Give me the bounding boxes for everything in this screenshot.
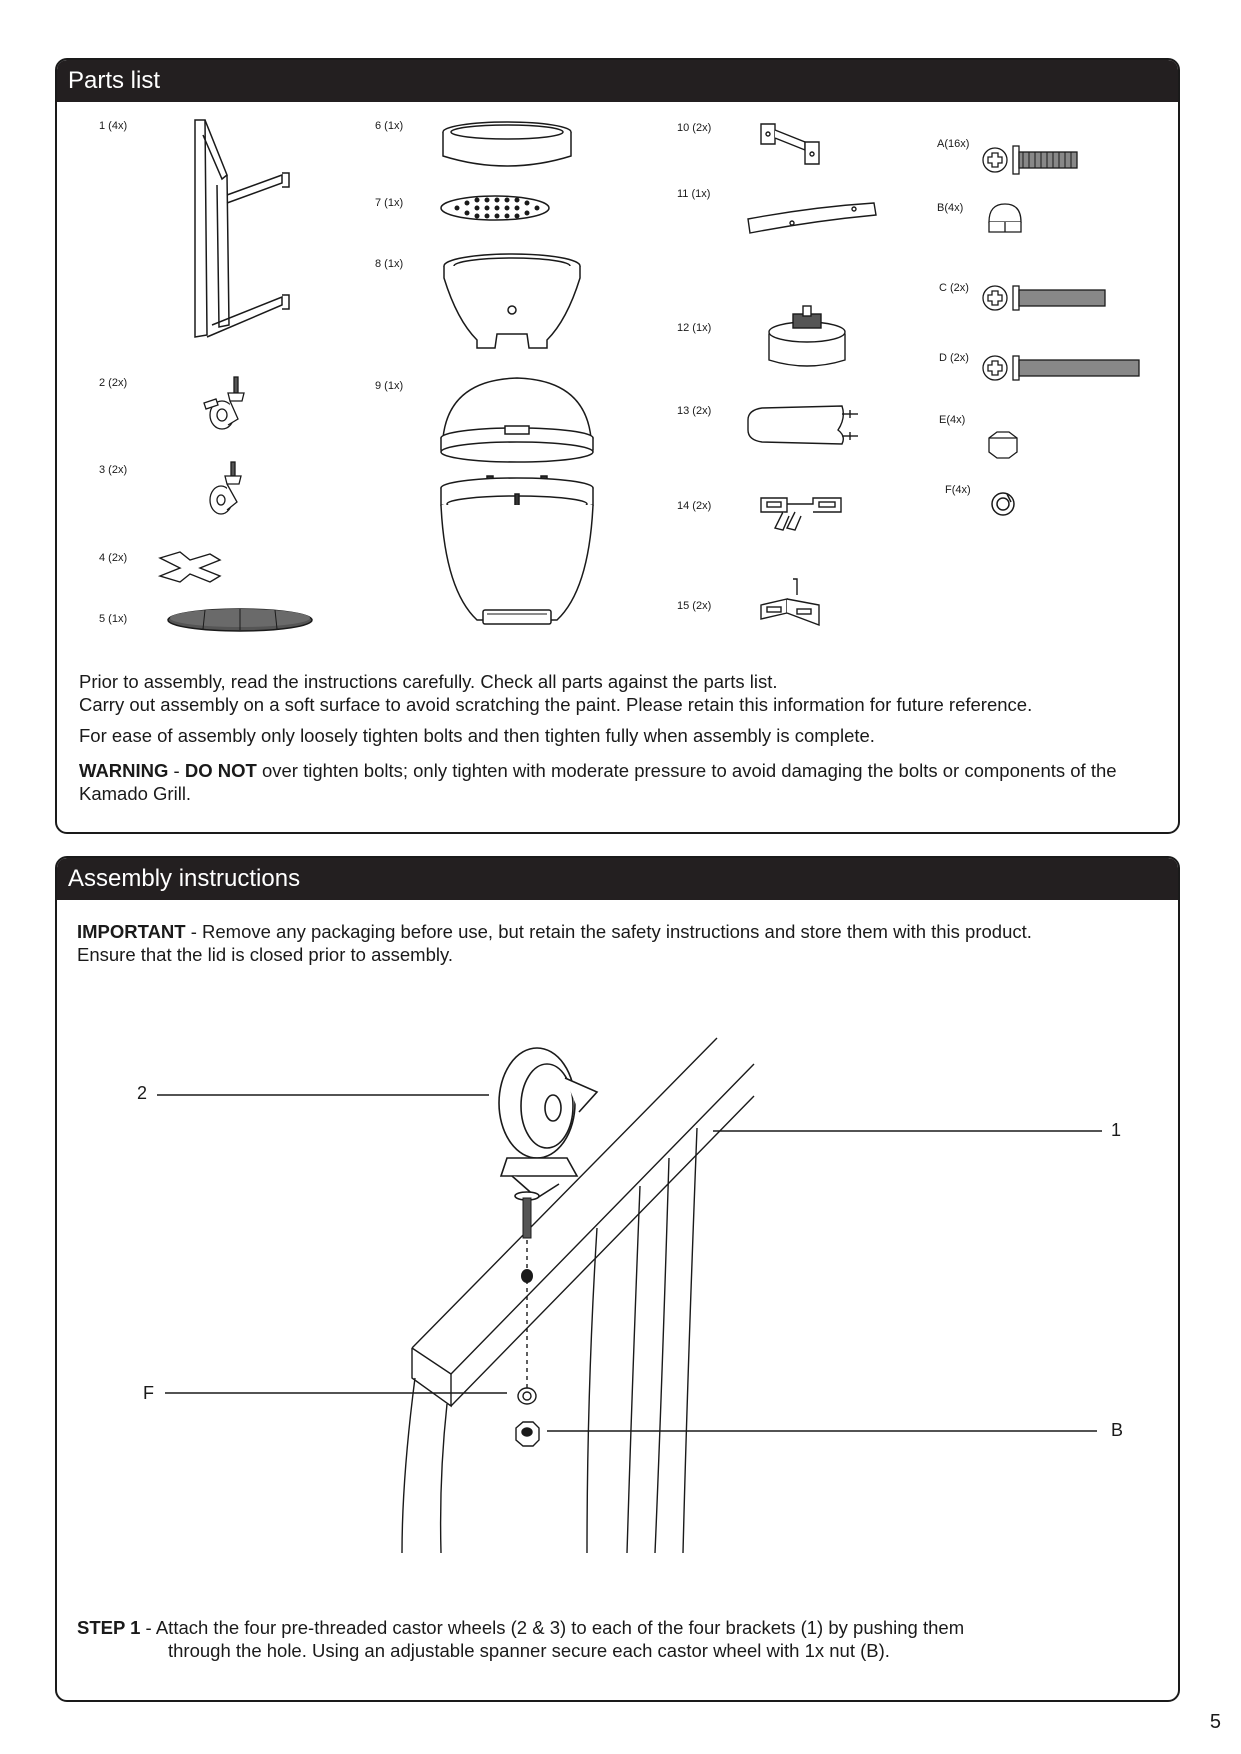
hardware-label-f: F(4x) [945,484,971,496]
hardware-label-d: D (2x) [939,352,969,364]
important-text: - Remove any packaging before use, but retain the safety instructions and store them with this product. [185,921,1032,942]
do-not-label: DO NOT [184,760,257,781]
hinge-bracket-figure [757,120,827,170]
callout-bracket: 1 [1111,1120,1122,1140]
part-label-1: 1 (4x) [99,120,128,132]
step1-text [77,1616,1167,1662]
part-label-5: 5 (1x) [99,613,128,625]
important-note [77,920,1167,966]
page-number: 5 [1209,1711,1221,1733]
castor-wheel-figure [207,460,257,520]
important-line-1 [77,920,1167,943]
important-label: IMPORTANT [77,921,186,942]
top-vent-figure [757,300,857,380]
step1-line-2: through the hole. Using an adjustable spanner secure each castor wheel with 1x nut (B). [168,1640,890,1661]
shelf-mount-figure [757,575,857,635]
assembly-title: Assembly instructions [57,858,1178,900]
para-warning [79,759,1159,805]
bolt-d-figure [981,348,1151,388]
warning-text: over tighten bolts; only tighten with moderate pressure to avoid damaging the bolts or components of the Kamado Grill. [79,760,1117,804]
part-label-7: 7 (1x) [375,197,404,209]
assembly-instructions-panel [55,856,1180,1702]
parts-list-title: Parts list [57,60,1178,102]
hardware-label-e: E(4x) [939,414,966,426]
bolt-a-figure [981,140,1091,180]
leg-bracket-figure [167,115,347,345]
bolt-c-figure [981,278,1111,318]
callout-washer: F [143,1383,154,1403]
warning-separator: - [168,760,185,781]
dome-nut-b-figure [985,200,1025,240]
top-ring-figure [437,118,577,174]
castor-wheel-brake-figure [200,375,260,435]
kamado-grill-body-figure [427,370,607,640]
warning-label: WARNING [79,760,169,781]
part-label-2: 2 (2x) [99,377,128,389]
heat-deflector-figure [165,600,315,640]
part-label-14: 14 (2x) [677,500,712,512]
spring-washer-f-figure [987,486,1021,522]
parts-list-panel [55,58,1180,834]
hardware-label-c: C (2x) [939,282,969,294]
side-shelf-figure [742,400,872,450]
part-label-3: 3 (2x) [99,464,128,476]
part-label-10: 10 (2x) [677,122,712,134]
step1-diagram [57,1008,1177,1558]
step1-label: STEP 1 [77,1617,141,1638]
shelf-bracket-figure [757,490,857,540]
step1-line-1 [77,1616,1167,1639]
hardware-label-a: A(16x) [937,138,970,150]
callout-castor-wheel: 2 [137,1083,148,1103]
part-label-8: 8 (1x) [375,258,404,270]
para-loosely-tighten: For ease of assembly only loosely tighten bolts and then tighten fully when assembly is complete. [79,725,875,746]
parts-instructions [79,670,1159,805]
part-label-15: 15 (2x) [677,600,712,612]
important-line-2: Ensure that the lid is closed prior to assembly. [77,944,453,965]
hex-nut-e-figure [983,428,1023,464]
part-label-12: 12 (1x) [677,322,712,334]
part-label-9: 9 (1x) [375,380,404,392]
firebox-figure [437,250,587,360]
charcoal-grate-figure [437,190,557,230]
callout-nut: B [1111,1420,1124,1440]
handle-figure [742,195,882,245]
part-label-13: 13 (2x) [677,405,712,417]
hardware-label-b: B(4x) [937,202,964,214]
part-label-4: 4 (2x) [99,552,128,564]
para-soft-surface: Carry out assembly on a soft surface to avoid scratching the paint. Please retain this information for future reference. [79,694,1033,715]
step1-text-body: - Attach the four pre-threaded castor wheels (2 & 3) to each of the four brackets (1) by pushing them [140,1617,965,1638]
para-read-instructions: Prior to assembly, read the instructions carefully. Check all parts against the parts list. [79,671,778,692]
part-label-6: 6 (1x) [375,120,404,132]
cross-piece-figure [155,548,225,588]
part-label-11: 11 (1x) [677,188,711,200]
